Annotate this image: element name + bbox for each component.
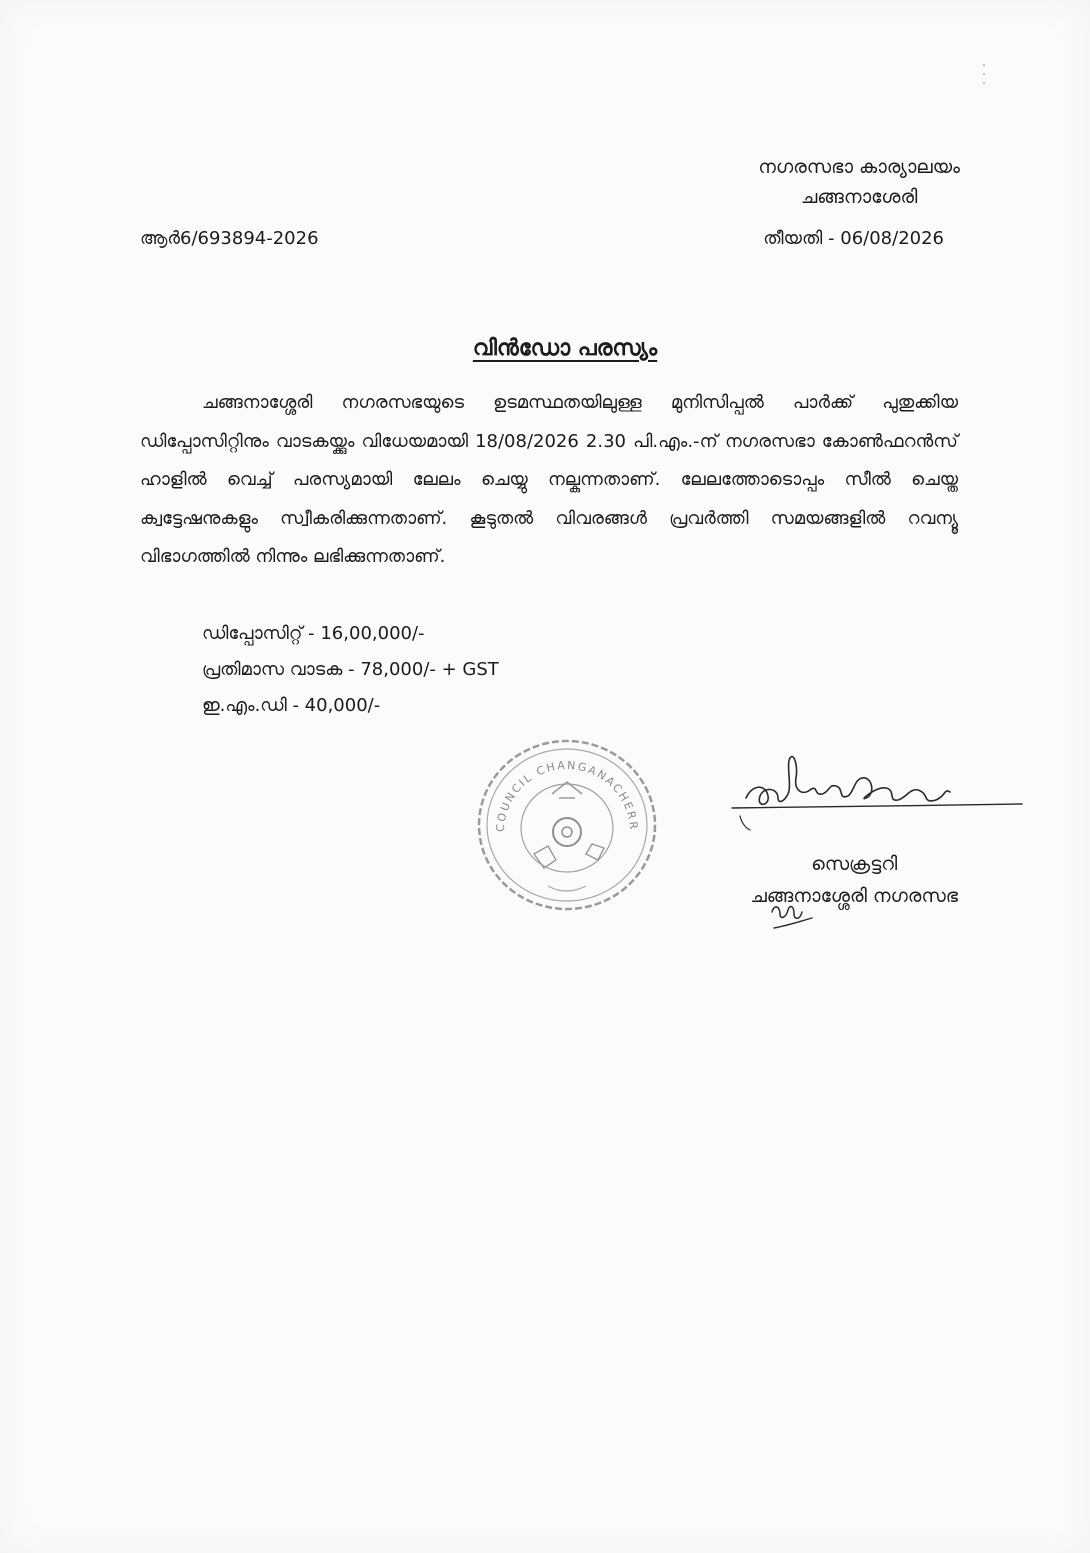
office-name: നഗരസഭാ കാര്യാലയം xyxy=(758,156,960,178)
document-date: തീയതി - 06/08/2026 xyxy=(763,228,944,249)
notice-details xyxy=(202,616,499,724)
office-address xyxy=(758,152,960,212)
signatory-designation: സെക്രട്ടറി xyxy=(811,853,898,875)
secretary-signature xyxy=(726,744,1026,844)
office-location: ചങ്ങനാശേരി xyxy=(800,186,918,208)
signatory-office: ചങ്ങനാശ്ശേരി നഗരസഭ xyxy=(750,885,958,907)
monthly-rent: പ്രതിമാസ വാടക - 78,000/- + GST xyxy=(202,659,499,680)
emd-amount: ഇ.എം.ഡി - 40,000/- xyxy=(202,695,381,716)
seal-lettering: COUNCIL CHANGANACHERR xyxy=(493,758,641,833)
municipal-seal xyxy=(474,736,660,914)
scan-mark xyxy=(982,62,986,86)
notice-title: വിൻഡോ പരസ്യം xyxy=(472,336,658,361)
reference-number: ആർ6/693894-2026 xyxy=(140,228,319,249)
notice-body: ചങ്ങനാശ്ശേരി നഗരസഭയുടെ ഉടമസ്ഥതയിലുള്ള മുനിസിപ്പൽ പാർക്ക് പുതുക്കിയ ഡിപ്പോസിറ്റിനും വാടകയ്ക്കും വിധേയമായി 18/08/2026 2.30 പി.എം.-ന് നഗരസഭാ കോൺഫറൻസ് ഹാളിൽ വെച്ച് പരസ്യമായി ലേലം ചെയ്യു നല്കുന്നതാണ്. ലേലത്തോടൊപ്പം സീൽ ചെയ്ത ക്വട്ടേഷനുകളും സ്വീകരിക്കുന്നതാണ്. കൂടുതൽ വിവരങ്ങൾ പ്രവർത്തി സമയങ്ങളിൽ റവന്യൂ വിഭാഗത്തിൽ നിന്നും ലഭിക്കുന്നതാണ്. xyxy=(140,392,958,567)
initials-mark xyxy=(768,898,818,934)
deposit-amount: ഡിപ്പോസിറ്റ് - 16,00,000/- xyxy=(202,623,425,644)
